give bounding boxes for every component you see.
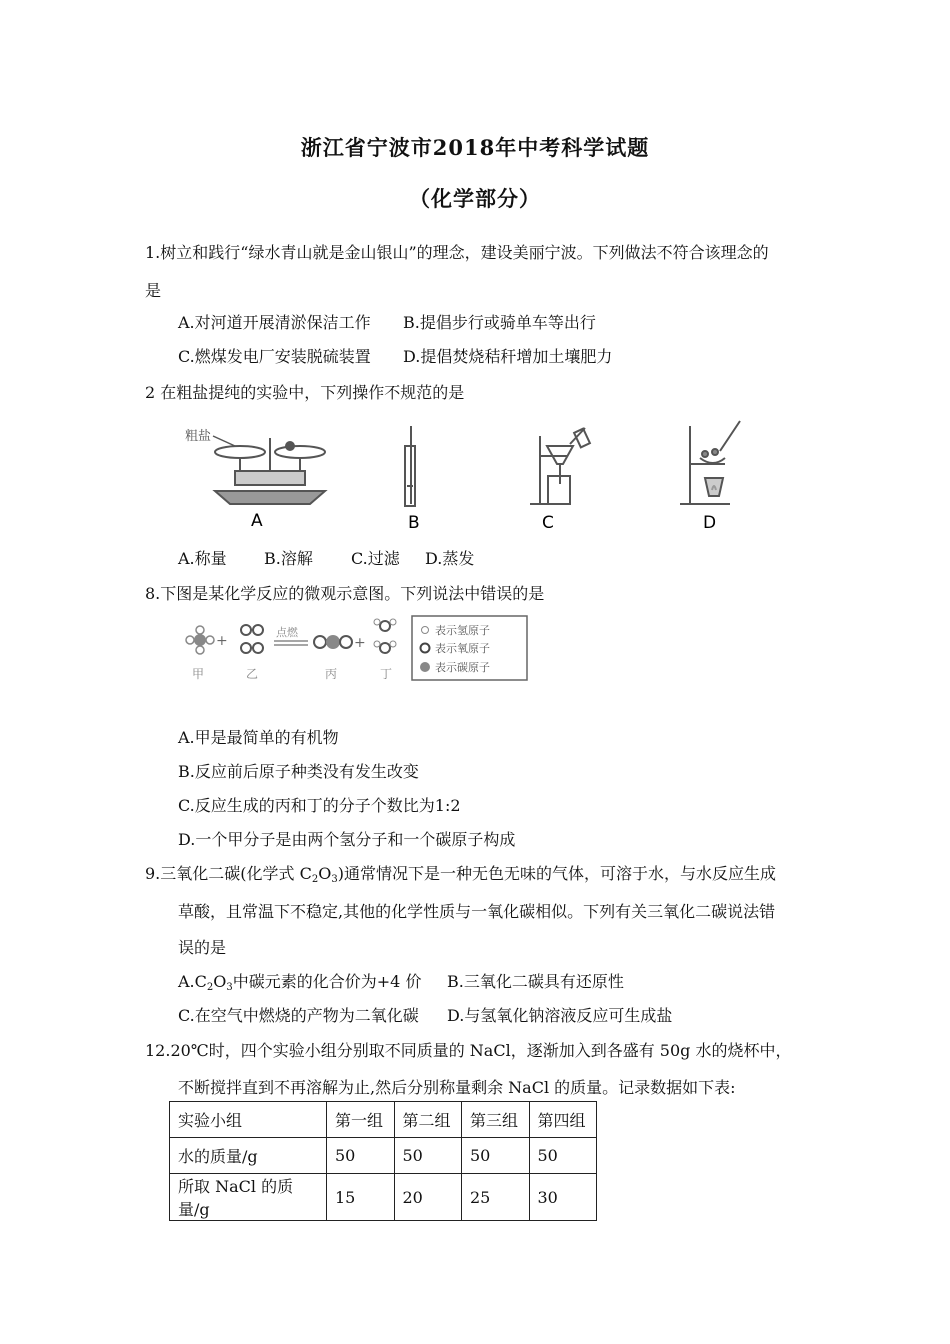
- table-cell: 实验小组: [170, 1102, 327, 1138]
- q12-data-table: [169, 1101, 597, 1221]
- table-cell: 第二组: [394, 1102, 462, 1138]
- legend-hydrogen: 表示氢原子: [435, 624, 490, 637]
- q8-option-b: B.反应前后原子种类没有发生改变: [178, 762, 419, 781]
- table-row: [170, 1174, 597, 1221]
- table-cell: 50: [327, 1138, 395, 1174]
- table-cell: 50: [394, 1138, 462, 1174]
- figure-label-d: D: [703, 513, 717, 533]
- plus-sign-1: +: [216, 633, 228, 649]
- q9-option-a: $A.C_2O_3$中碳元素的化合价为+4 价: [178, 972, 422, 993]
- q12-stem-line1: 12.20℃时，四个实验小组分别取不同质量的 NaCl，逐渐加入到各盛有 50g 水的烧杯中，: [145, 1041, 792, 1060]
- label-ding: 丁: [380, 667, 393, 681]
- q8-option-c: C.反应生成的丙和丁的分子个数比为1:2: [178, 796, 461, 815]
- q9-option-b: B.三氧化二碳具有还原性: [447, 972, 624, 991]
- table-cell: 50: [462, 1138, 530, 1174]
- q2-option-d: D.蒸发: [425, 549, 475, 568]
- label-yi: 乙: [246, 667, 259, 681]
- q2-option-a: A.称量: [178, 549, 227, 568]
- q1-option-d: D.提倡焚烧秸秆增加土壤肥力: [403, 347, 613, 366]
- q9-stem-line1: 9.三氧化二碳(化学式 $C_2O_3$)通常情况下是一种无色无味的气体，可溶于水，与水反应生成: [145, 864, 776, 885]
- table-cell: 15: [327, 1174, 395, 1221]
- legend-oxygen: 表示氧原子: [435, 642, 490, 655]
- figure-label-c: C: [542, 513, 554, 533]
- table-cell: 第四组: [529, 1102, 597, 1138]
- figure-label-b: B: [408, 513, 420, 533]
- evaporate-apparatus: [680, 421, 740, 504]
- table-header-row: [170, 1102, 597, 1138]
- legend-carbon: 表示碳原子: [435, 661, 490, 674]
- molecule-ding: [374, 619, 396, 653]
- crude-salt-label: 粗盐: [185, 429, 212, 444]
- reaction-condition: 点燃: [276, 626, 298, 639]
- label-bing: 丙: [325, 667, 338, 681]
- table-cell: 第三组: [462, 1102, 530, 1138]
- q1-option-b: B.提倡步行或骑单车等出行: [403, 313, 596, 332]
- q12-stem-line2: 不断搅拌直到不再溶解为止,然后分别称量剩余 NaCl 的质量。记录数据如下表:: [178, 1078, 736, 1097]
- q2-option-b: B.溶解: [264, 549, 313, 568]
- q9-option-d: D.与氢氧化钠溶液反应可生成盐: [447, 1006, 673, 1025]
- table-cell: 所取 NaCl 的质量/g: [170, 1174, 327, 1221]
- table-cell: 第一组: [327, 1102, 395, 1138]
- balance-apparatus: [185, 428, 325, 504]
- dissolve-apparatus: [405, 426, 415, 506]
- page-title: 浙江省宁波市2018年中考科学试题: [300, 135, 650, 160]
- q8-option-d: D.一个甲分子是由两个氢分子和一个碳原子构成: [178, 830, 516, 849]
- q2-stem: 2 在粗盐提纯的实验中，下列操作不规范的是: [145, 383, 465, 402]
- q2-apparatus-figure: [175, 416, 775, 536]
- table-cell: 20: [394, 1174, 462, 1221]
- q2-option-c: C.过滤: [351, 549, 400, 568]
- table-cell: 30: [529, 1174, 597, 1221]
- q9-stem-line2: 草酸，且常温下不稳定,其他的化学性质与一氧化碳相似。下列有关三氧化二碳说法错: [178, 902, 776, 921]
- q1-stem-line2: 是: [145, 281, 162, 300]
- table-cell: 25: [462, 1174, 530, 1221]
- molecule-bing: [314, 635, 352, 649]
- q9-stem-line3: 误的是: [178, 938, 227, 957]
- plus-sign-2: +: [354, 635, 366, 651]
- q8-option-a: A.甲是最简单的有机物: [178, 728, 339, 747]
- table-cell: 50: [529, 1138, 597, 1174]
- table-row: [170, 1138, 597, 1174]
- q8-stem: 8.下图是某化学反应的微观示意图。下列说法中错误的是: [145, 584, 545, 603]
- page-subtitle: （化学部分）: [409, 186, 541, 211]
- q1-option-c: C.燃煤发电厂安装脱硫装置: [178, 347, 371, 366]
- q1-stem-line1: 1.树立和践行“绿水青山就是金山银山”的理念，建设美丽宁波。下列做法不符合该理念的: [145, 243, 769, 262]
- molecule-jia: [186, 626, 214, 654]
- label-jia: 甲: [192, 667, 205, 681]
- filter-apparatus: [530, 428, 590, 504]
- figure-label-a: A: [251, 511, 263, 531]
- q1-option-a: A.对河道开展清淤保洁工作: [178, 313, 371, 332]
- table-cell: 水的质量/g: [170, 1138, 327, 1174]
- q9-option-c: C.在空气中燃烧的产物为二氧化碳: [178, 1006, 419, 1025]
- molecule-yi: [241, 625, 263, 653]
- q8-reaction-diagram: [180, 612, 540, 692]
